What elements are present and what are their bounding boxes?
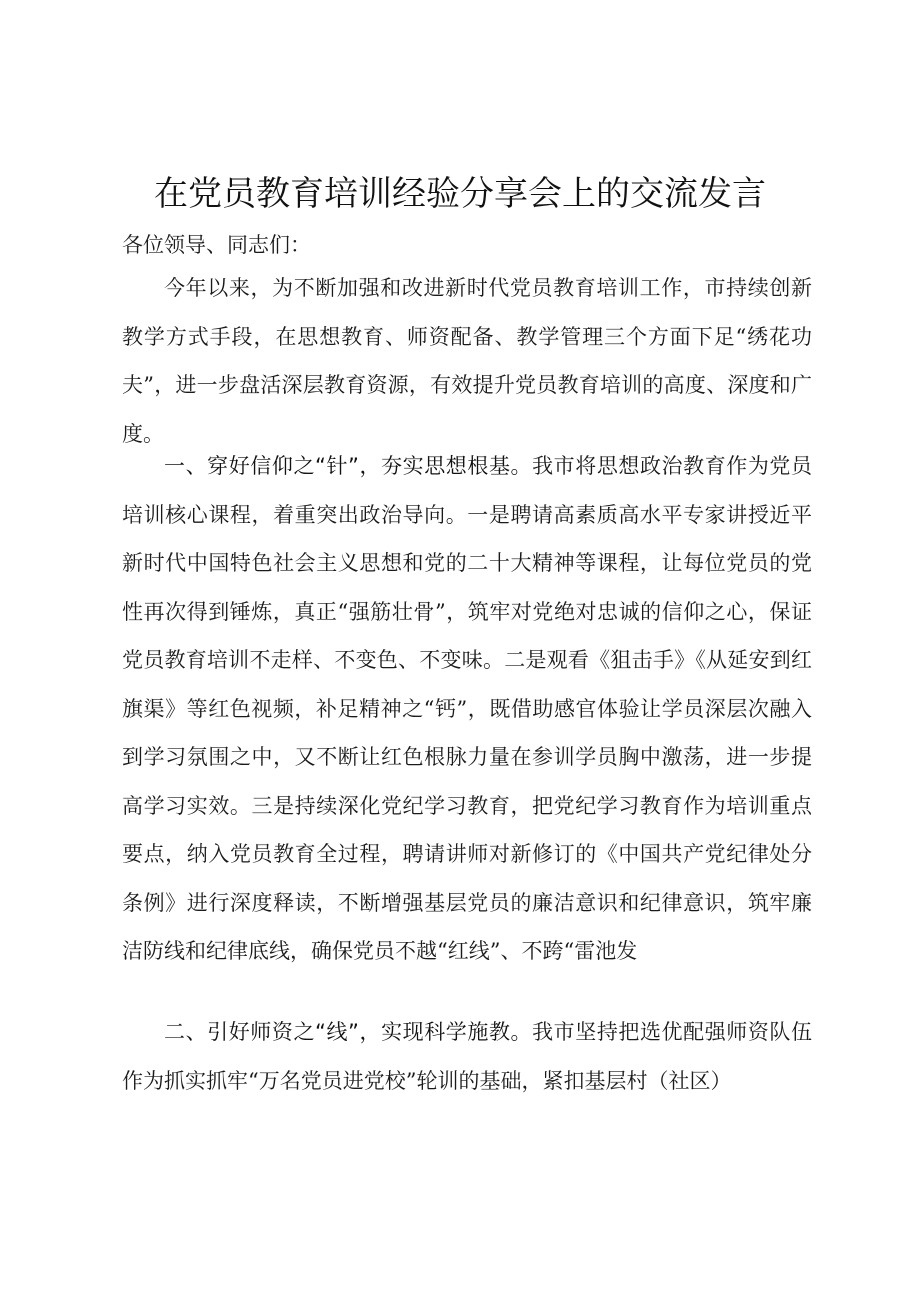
section-1-heading: 一、穿好信仰之“针”，夯实思想根基。 (164, 454, 533, 478)
paragraph-intro-text: 今年以来，为不断加强和改进新时代党员教育培训工作，市持续创新教学方式手段，在思想教育、师资配备、教学管理三个方面下足“绣花功夫”，进一步盘活深层教育资源，有效提升党员教育培训的高度、深度和广度。 (122, 276, 812, 446)
paragraph-section-1 (122, 442, 812, 976)
salutation: 各位领导、同志们： (122, 233, 311, 257)
paragraph-section-2 (122, 1008, 812, 1105)
section-2-text: 我市坚持把选优配强师资队伍作为抓实抓牢“万名党员进党校”轮训的基础，紧扣基层村（社区） (122, 1020, 813, 1093)
paragraph-intro (122, 264, 812, 458)
section-2-heading: 二、引好师资之“线”，实现科学施教。 (164, 1020, 533, 1044)
section-1-text: 我市将思想政治教育作为党员培训核心课程，着重突出政治导向。一是聘请高素质高水平专家讲授近平新时代中国特色社会主义思想和党的二十大精神等课程，让每位党员的党性再次得到锤炼，真正“强筋壮骨”，筑牢对党绝对忠诚的信仰之心，保证党员教育培训不走样、不变色、不变味。二是观看《狙击手》《从延安到红旗渠》等红色视频，补足精神之“钙”，既借助感官体验让学员深层次融入到学习氛围之中，又不断让红色根脉力量在参训学员胸中激荡，进一步提高学习实效。三是持续深化党纪学习教育，把党纪学习教育作为培训重点要点，纳入党员教育全过程，聘请讲师对新修订的《中国共产党纪律处分条例》进行深度释读，不断增强基层党员的廉洁意识和纪律意识，筑牢廉洁防线和纪律底线，确保党员不越“红线”、不跨“雷池发 (122, 454, 813, 963)
document-title: 在党员教育培训经验分享会上的交流发言 (154, 174, 766, 214)
